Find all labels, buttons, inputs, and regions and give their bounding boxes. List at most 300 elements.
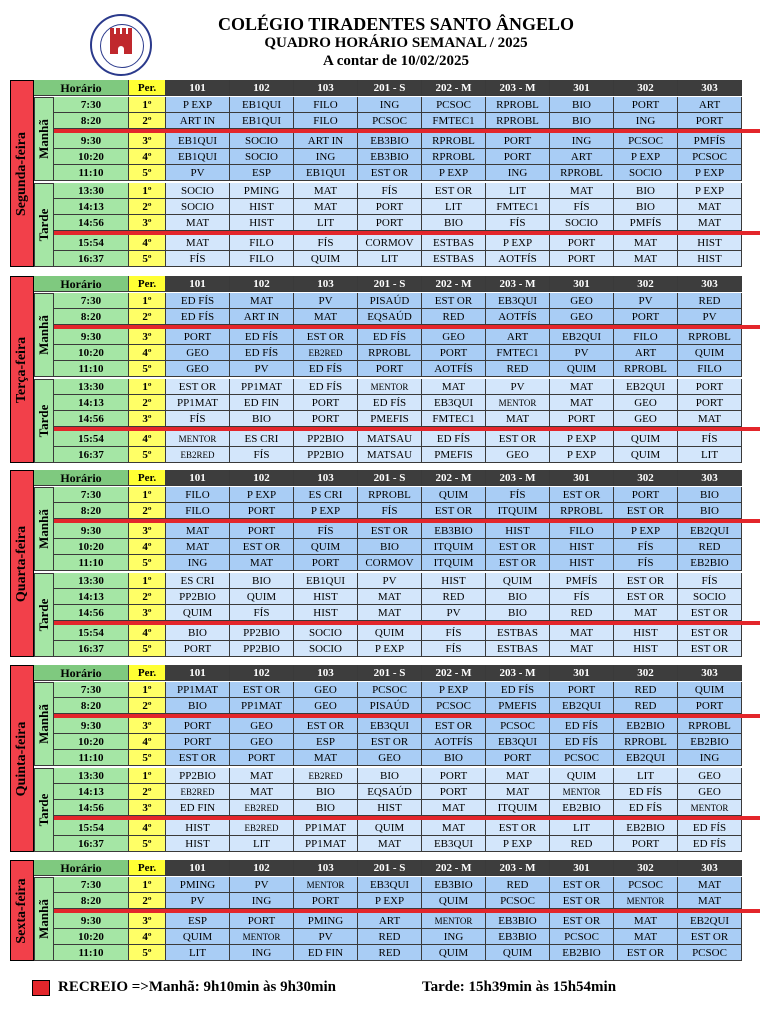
subject-cell: AOTFÍS <box>422 734 486 750</box>
table-row <box>54 293 742 309</box>
subject-cell: P EXP <box>166 97 230 113</box>
subject-cell: HIST <box>678 251 742 267</box>
subject-cell: QUIM <box>678 345 742 361</box>
subject-cell: CORMOV <box>358 555 422 571</box>
subject-cell: PORT <box>358 215 422 231</box>
subject-cell: QUIM <box>230 589 294 605</box>
subject-cell: PORT <box>678 379 742 395</box>
subject-cell: RPROBL <box>550 503 614 519</box>
subject-cell: HIST <box>550 539 614 555</box>
subject-cell: EB3QUI <box>358 877 422 893</box>
period-cell: 1º <box>129 293 166 309</box>
period-cell: 3º <box>129 605 166 621</box>
table-row <box>54 251 742 267</box>
table-row <box>54 447 742 463</box>
subject-cell: ED FÍS <box>614 800 678 816</box>
table-row <box>54 487 742 503</box>
subject-cell: EB2RED <box>294 768 358 784</box>
subject-cell: BIO <box>678 487 742 503</box>
period-cell: 4º <box>129 929 166 945</box>
subject-cell: P EXP <box>550 431 614 447</box>
subject-cell: PORT <box>358 361 422 377</box>
subject-cell: PCSOC <box>678 945 742 961</box>
time-cell: 14:56 <box>54 411 129 427</box>
subject-cell: QUIM <box>166 929 230 945</box>
subject-cell: FILO <box>678 361 742 377</box>
subject-cell: EST OR <box>230 682 294 698</box>
period-cell: 1º <box>129 97 166 113</box>
time-cell: 14:13 <box>54 395 129 411</box>
table-row <box>54 165 742 181</box>
subject-cell: ART IN <box>166 113 230 129</box>
subject-cell: MAT <box>614 235 678 251</box>
day-label <box>10 276 34 463</box>
shift-morning <box>34 487 54 571</box>
period-cell: 3º <box>129 215 166 231</box>
day-label <box>10 860 34 961</box>
subject-cell: EB2RED <box>294 345 358 361</box>
subject-cell: PV <box>550 345 614 361</box>
subject-cell: FÍS <box>422 625 486 641</box>
subject-cell: CORMOV <box>358 235 422 251</box>
class-header: 303 <box>678 470 742 486</box>
time-cell: 7:30 <box>54 877 129 893</box>
subject-cell: MAT <box>294 309 358 325</box>
subject-cell: PORT <box>294 395 358 411</box>
subject-cell: EB2RED <box>230 800 294 816</box>
subject-cell: EB2RED <box>166 447 230 463</box>
subject-cell: MATSAU <box>358 447 422 463</box>
subject-cell: PISAÚD <box>358 698 422 714</box>
subject-cell: P EXP <box>550 447 614 463</box>
subject-cell: RPROBL <box>486 113 550 129</box>
shift-afternoon-label: Tarde <box>36 404 51 438</box>
class-header: 202 - M <box>422 470 486 486</box>
subject-cell: FÍS <box>294 235 358 251</box>
subject-cell: LIT <box>486 183 550 199</box>
subject-cell: FÍS <box>550 199 614 215</box>
subject-cell: ING <box>486 165 550 181</box>
subject-cell: P EXP <box>614 523 678 539</box>
subject-cell: FÍS <box>678 573 742 589</box>
subject-cell: PV <box>230 361 294 377</box>
class-header: 103 <box>294 276 358 292</box>
subject-cell: PV <box>166 165 230 181</box>
subject-cell: EST OR <box>486 431 550 447</box>
table-row <box>54 573 742 589</box>
subject-cell: P EXP <box>422 165 486 181</box>
subject-cell: MAT <box>294 199 358 215</box>
subject-cell: ING <box>422 929 486 945</box>
subject-cell: EST OR <box>422 503 486 519</box>
subject-cell: FILO <box>294 97 358 113</box>
subject-cell: MENTOR <box>230 929 294 945</box>
subject-cell: FÍS <box>166 411 230 427</box>
subject-cell: MAT <box>166 235 230 251</box>
time-cell: 9:30 <box>54 523 129 539</box>
period-cell: 1º <box>129 379 166 395</box>
subject-cell: EST OR <box>678 641 742 657</box>
subject-cell: EST OR <box>614 503 678 519</box>
subject-cell: EB2RED <box>230 820 294 836</box>
subject-cell: MENTOR <box>294 877 358 893</box>
subject-cell: PCSOC <box>678 149 742 165</box>
page-header <box>0 14 768 70</box>
subject-cell: PMFÍS <box>678 133 742 149</box>
subject-cell: HIST <box>358 800 422 816</box>
subject-cell: PORT <box>422 345 486 361</box>
day-label <box>10 470 34 657</box>
subject-cell: EST OR <box>614 945 678 961</box>
class-header: 302 <box>614 665 678 681</box>
period-cell: 4º <box>129 539 166 555</box>
period-cell: 2º <box>129 395 166 411</box>
period-cell: 2º <box>129 893 166 909</box>
subject-cell: ESTBAS <box>486 625 550 641</box>
period-cell: 5º <box>129 361 166 377</box>
time-cell: 14:56 <box>54 215 129 231</box>
subject-cell: FÍS <box>294 523 358 539</box>
class-header: 303 <box>678 276 742 292</box>
subject-cell: EB3QUI <box>422 395 486 411</box>
subject-cell: RPROBL <box>486 97 550 113</box>
subject-cell: ESTBAS <box>422 251 486 267</box>
subject-cell: QUIM <box>422 487 486 503</box>
subject-cell: MAT <box>230 555 294 571</box>
subject-cell: FILO <box>166 503 230 519</box>
table-row <box>54 945 742 961</box>
subject-cell: PCSOC <box>486 893 550 909</box>
subject-cell: RED <box>614 682 678 698</box>
period-cell: 1º <box>129 877 166 893</box>
subject-cell: ED FIN <box>230 395 294 411</box>
class-header: 103 <box>294 80 358 96</box>
subject-cell: QUIM <box>422 893 486 909</box>
legend <box>32 979 752 997</box>
class-header: 101 <box>166 470 230 486</box>
subject-cell: EST OR <box>358 165 422 181</box>
subject-cell: QUIM <box>294 251 358 267</box>
subject-cell: PCSOC <box>486 718 550 734</box>
table-row <box>54 113 742 129</box>
subject-cell: ING <box>550 133 614 149</box>
subject-cell: SOCIO <box>166 199 230 215</box>
subject-cell: PORT <box>294 893 358 909</box>
school-name: COLÉGIO TIRADENTES SANTO ÂNGELO <box>218 14 574 34</box>
subject-cell: EB3BIO <box>486 913 550 929</box>
time-cell: 14:56 <box>54 605 129 621</box>
period-cell: 1º <box>129 682 166 698</box>
shift-afternoon <box>34 768 54 852</box>
subject-cell: EST OR <box>294 329 358 345</box>
subject-cell: P EXP <box>358 641 422 657</box>
table-row <box>54 768 742 784</box>
subject-cell: QUIM <box>550 768 614 784</box>
subject-cell: EB2BIO <box>614 820 678 836</box>
subject-cell: ART <box>550 149 614 165</box>
time-cell: 11:10 <box>54 165 129 181</box>
subject-cell: ING <box>230 945 294 961</box>
table-row <box>54 784 742 800</box>
subject-cell: ED FÍS <box>614 784 678 800</box>
subject-cell: PV <box>230 877 294 893</box>
subject-cell: MENTOR <box>422 913 486 929</box>
subject-cell: P EXP <box>422 682 486 698</box>
subject-cell: ED FÍS <box>358 395 422 411</box>
subject-cell: MAT <box>550 183 614 199</box>
table-row <box>54 625 742 641</box>
table-row <box>54 750 742 766</box>
subject-cell: P EXP <box>486 235 550 251</box>
period-cell: 4º <box>129 345 166 361</box>
subject-cell: EST OR <box>358 523 422 539</box>
table-row <box>54 820 742 836</box>
shift-morning-label: Manhã <box>36 704 51 744</box>
subject-cell: GEO <box>230 734 294 750</box>
subject-cell: FÍS <box>678 431 742 447</box>
period-cell: 5º <box>129 945 166 961</box>
table-row <box>54 133 742 149</box>
subject-cell: RPROBL <box>358 487 422 503</box>
subject-cell: PORT <box>678 698 742 714</box>
subject-cell: EST OR <box>422 293 486 309</box>
subject-cell: MAT <box>614 929 678 945</box>
subject-cell: ART <box>678 97 742 113</box>
subject-cell: RPROBL <box>678 329 742 345</box>
table-row <box>54 97 742 113</box>
subject-cell: QUIM <box>166 605 230 621</box>
subject-cell: PORT <box>294 411 358 427</box>
table-row <box>54 379 742 395</box>
subject-cell: ITQUIM <box>422 555 486 571</box>
subject-cell: RED <box>486 877 550 893</box>
subject-cell: HIST <box>230 215 294 231</box>
subject-cell: MAT <box>230 784 294 800</box>
subject-cell: ING <box>678 750 742 766</box>
table-row <box>54 605 742 621</box>
class-header: 102 <box>230 665 294 681</box>
period-cell: 1º <box>129 768 166 784</box>
table-row <box>54 555 742 571</box>
subject-cell: PCSOC <box>422 97 486 113</box>
subject-cell: GEO <box>614 411 678 427</box>
subject-cell: SOCIO <box>230 149 294 165</box>
subject-cell: BIO <box>614 183 678 199</box>
subject-cell: FILO <box>294 113 358 129</box>
period-header: Per. <box>129 276 166 292</box>
subject-cell: ART <box>486 329 550 345</box>
time-cell: 8:20 <box>54 698 129 714</box>
subject-cell: EB2QUI <box>614 379 678 395</box>
time-cell: 7:30 <box>54 293 129 309</box>
day-label <box>10 665 34 852</box>
subject-cell: ED FÍS <box>678 820 742 836</box>
subject-cell: EB3BIO <box>486 929 550 945</box>
subject-cell: P EXP <box>678 165 742 181</box>
subject-cell: EB3BIO <box>422 523 486 539</box>
subject-cell: FÍS <box>614 555 678 571</box>
subject-cell: PCSOC <box>614 133 678 149</box>
subject-cell: PCSOC <box>550 750 614 766</box>
subject-cell: QUIM <box>614 431 678 447</box>
class-header: 302 <box>614 470 678 486</box>
subject-cell: EB1QUI <box>166 133 230 149</box>
subject-cell: ES CRI <box>166 573 230 589</box>
table-row <box>54 523 742 539</box>
subject-cell: FÍS <box>166 251 230 267</box>
subject-cell: PORT <box>294 555 358 571</box>
shift-morning <box>34 293 54 377</box>
subject-cell: PCSOC <box>614 877 678 893</box>
subject-cell: EST OR <box>550 893 614 909</box>
subject-cell: PMFÍS <box>614 215 678 231</box>
subject-cell: AOTFÍS <box>422 361 486 377</box>
subject-cell: EB2BIO <box>550 945 614 961</box>
subject-cell: ES CRI <box>230 431 294 447</box>
subject-cell: EB3BIO <box>358 149 422 165</box>
subject-cell: MAT <box>422 800 486 816</box>
subject-cell: BIO <box>422 215 486 231</box>
subject-cell: EB1QUI <box>166 149 230 165</box>
subject-cell: FÍS <box>550 589 614 605</box>
period-cell: 2º <box>129 503 166 519</box>
subject-cell: EST OR <box>678 605 742 621</box>
subject-cell: MAT <box>678 893 742 909</box>
class-header-row <box>34 470 742 486</box>
day-label <box>10 80 34 267</box>
time-cell: 13:30 <box>54 183 129 199</box>
subject-cell: BIO <box>166 625 230 641</box>
day-block <box>10 470 750 657</box>
subject-cell: GEO <box>614 395 678 411</box>
subject-cell: EQSAÚD <box>358 309 422 325</box>
subject-cell: EB1QUI <box>294 165 358 181</box>
class-header: 302 <box>614 276 678 292</box>
period-cell: 4º <box>129 149 166 165</box>
subject-cell: ING <box>230 893 294 909</box>
period-cell: 2º <box>129 698 166 714</box>
subject-cell: PORT <box>166 329 230 345</box>
period-cell: 3º <box>129 133 166 149</box>
class-header: 202 - M <box>422 665 486 681</box>
class-header: 301 <box>550 860 614 876</box>
table-row <box>54 149 742 165</box>
subject-cell: BIO <box>550 113 614 129</box>
table-row <box>54 329 742 345</box>
subject-cell: EB2RED <box>166 784 230 800</box>
shift-morning <box>34 682 54 766</box>
subject-cell: PORT <box>486 750 550 766</box>
subject-cell: EQSAÚD <box>358 784 422 800</box>
subject-cell: FMTEC1 <box>486 345 550 361</box>
period-cell: 3º <box>129 800 166 816</box>
time-cell: 9:30 <box>54 718 129 734</box>
subject-cell: ART IN <box>230 309 294 325</box>
subject-cell: BIO <box>358 768 422 784</box>
subject-cell: SOCIO <box>230 133 294 149</box>
subject-cell: PV <box>614 293 678 309</box>
subject-cell: PORT <box>614 836 678 852</box>
subject-cell: ED FÍS <box>678 836 742 852</box>
class-header: 102 <box>230 80 294 96</box>
subject-cell: GEO <box>678 784 742 800</box>
subject-cell: LIT <box>614 768 678 784</box>
subject-cell: ING <box>294 149 358 165</box>
subject-cell: MAT <box>230 768 294 784</box>
period-cell: 3º <box>129 411 166 427</box>
subject-cell: MAT <box>614 913 678 929</box>
class-header: 203 - M <box>486 860 550 876</box>
subject-cell: FMTEC1 <box>486 199 550 215</box>
class-header: 302 <box>614 80 678 96</box>
subject-cell: SOCIO <box>294 625 358 641</box>
class-header: 303 <box>678 665 742 681</box>
table-row <box>54 682 742 698</box>
subject-cell: RPROBL <box>614 734 678 750</box>
day-name: Sexta-feira <box>14 877 29 944</box>
subject-cell: PMEFIS <box>486 698 550 714</box>
class-header: 101 <box>166 665 230 681</box>
subject-cell: AOTFÍS <box>486 251 550 267</box>
class-header: 103 <box>294 665 358 681</box>
subject-cell: EB3QUI <box>486 734 550 750</box>
table-row <box>54 345 742 361</box>
subject-cell: EST OR <box>678 929 742 945</box>
time-cell: 15:54 <box>54 235 129 251</box>
subject-cell: HIST <box>614 641 678 657</box>
subject-cell: HIST <box>294 589 358 605</box>
subject-cell: PP2BIO <box>166 768 230 784</box>
horario-header: Horário <box>34 860 129 876</box>
subject-cell: PP2BIO <box>294 447 358 463</box>
day-block <box>10 276 750 463</box>
subject-cell: BIO <box>550 97 614 113</box>
subject-cell: GEO <box>230 718 294 734</box>
subject-cell: PORT <box>678 395 742 411</box>
period-cell: 5º <box>129 750 166 766</box>
table-row <box>54 539 742 555</box>
subject-cell: ESP <box>166 913 230 929</box>
period-cell: 1º <box>129 487 166 503</box>
subject-cell: MAT <box>294 750 358 766</box>
subject-cell: EB2BIO <box>678 555 742 571</box>
class-header: 301 <box>550 80 614 96</box>
period-cell: 2º <box>129 309 166 325</box>
subject-cell: PORT <box>166 718 230 734</box>
time-cell: 14:13 <box>54 589 129 605</box>
subject-cell: EB2QUI <box>678 523 742 539</box>
time-cell: 15:54 <box>54 431 129 447</box>
time-cell: 8:20 <box>54 503 129 519</box>
subject-cell: FMTEC1 <box>422 411 486 427</box>
subject-cell: EST OR <box>486 555 550 571</box>
subject-cell: GEO <box>550 293 614 309</box>
subject-cell: EST OR <box>486 539 550 555</box>
subject-cell: PV <box>486 379 550 395</box>
period-cell: 2º <box>129 784 166 800</box>
subject-cell: FÍS <box>486 215 550 231</box>
horario-header: Horário <box>34 665 129 681</box>
period-header: Per. <box>129 80 166 96</box>
time-cell: 15:54 <box>54 625 129 641</box>
shift-afternoon <box>34 379 54 463</box>
period-cell: 4º <box>129 734 166 750</box>
subject-cell: PP2BIO <box>294 431 358 447</box>
subject-cell: MAT <box>230 293 294 309</box>
subject-cell: MAT <box>550 379 614 395</box>
subject-cell: PV <box>358 573 422 589</box>
time-cell: 10:20 <box>54 929 129 945</box>
